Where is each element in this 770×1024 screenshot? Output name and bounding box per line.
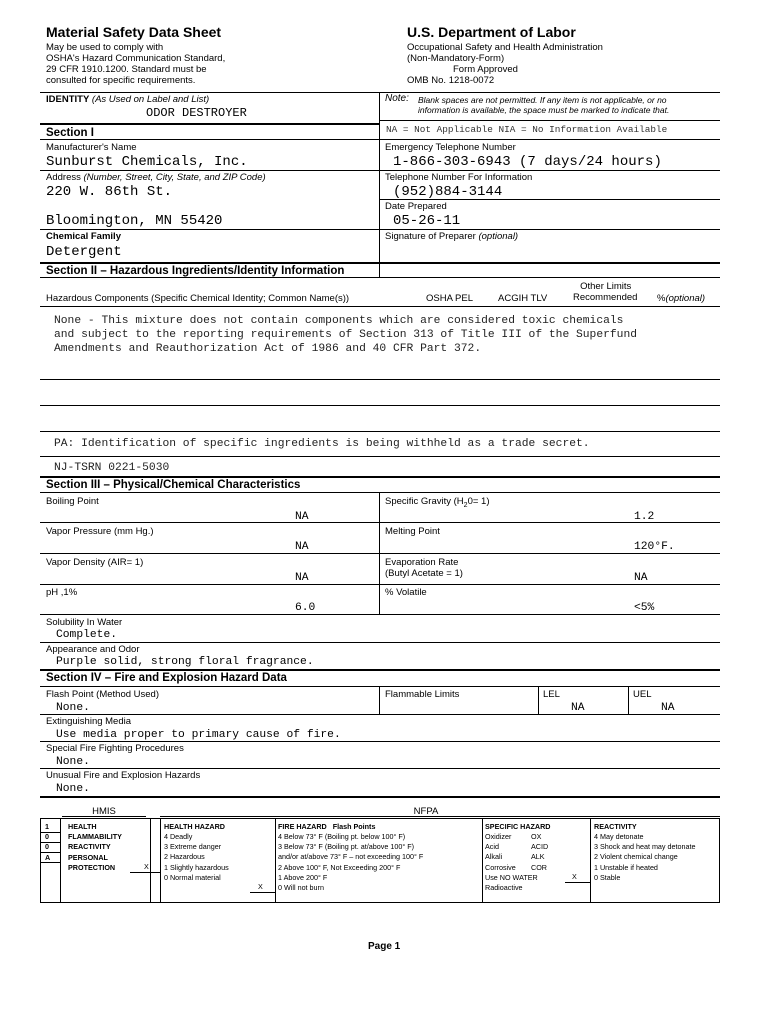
lel-label: LEL (543, 689, 560, 700)
hmis-flammability-value[interactable]: 0 (45, 832, 49, 842)
health-hazard-title: HEALTH HAZARD (164, 822, 225, 831)
col-header-osha-pel: OSHA PEL (426, 293, 473, 304)
fire-hazard-list (278, 832, 423, 893)
divider (40, 768, 720, 769)
specific-hazard-item: Acid (485, 842, 499, 852)
divider (40, 170, 720, 171)
column-divider (538, 686, 539, 714)
reactivity-item: 1 Unstable if heated (594, 862, 658, 872)
hmis-reactivity-value[interactable]: 0 (45, 842, 49, 852)
trade-secret-note[interactable]: PA: Identification of specific ingredients is being withheld as a trade secret. (54, 438, 590, 450)
reactivity-item: 0 Stable (594, 872, 621, 882)
column-divider (379, 686, 380, 714)
special-procedures-label: Special Fire Fighting Procedures (46, 743, 184, 754)
reactivity-item: 4 May detonate (594, 832, 644, 841)
vapor-pressure-value[interactable]: NA (295, 541, 309, 553)
flash-point-label: Flash Point (Method Used) (46, 689, 159, 700)
divider (380, 120, 720, 121)
divider (380, 199, 720, 200)
health-hazard-item: 3 Extreme danger (164, 842, 222, 852)
volatile-value[interactable]: <5% (634, 602, 655, 614)
section-4-title: Section IV – Fire and Explosion Hazard Data (46, 672, 287, 684)
vapor-pressure-label: Vapor Pressure (mm Hg.) (46, 526, 154, 537)
specific-hazard-item: Oxidizer (485, 832, 512, 841)
table-row-line (40, 431, 720, 432)
chemical-family-label: Chemical Family (46, 231, 121, 242)
hmis-protection-value[interactable]: A (45, 852, 51, 862)
divider (40, 796, 720, 798)
divider (40, 614, 720, 615)
address-label: Address (Number, Street, City, State, and ZIP Code) (46, 172, 266, 183)
subtitle-line: consulted for specific requirements. (46, 75, 196, 86)
divider (40, 741, 720, 742)
agency-title: U.S. Department of Labor (407, 24, 576, 40)
specific-gravity-value[interactable]: 1.2 (634, 511, 655, 523)
divider (40, 229, 720, 230)
extinguishing-media-value[interactable]: Use media proper to primary cause of fire. (56, 729, 341, 741)
section-3-title: Section III – Physical/Chemical Characteristics (46, 479, 301, 491)
vapor-density-value[interactable]: NA (295, 572, 309, 584)
hmis-row-line (40, 862, 60, 863)
boiling-point-label: Boiling Point (46, 496, 99, 507)
divider (40, 686, 720, 687)
subtitle-line: May be used to comply with (46, 42, 164, 53)
fire-hazard-title: FIRE HAZARD Flash Points (278, 822, 376, 831)
hmis-label: PROTECTION (68, 862, 116, 872)
emergency-phone-value[interactable]: 1-866-303-6943 (7 days/24 hours) (393, 154, 662, 170)
divider (40, 714, 720, 715)
fire-hazard-item: 0 Will not burn (278, 883, 324, 893)
reactivity-item: 3 Shock and heat may detonate (594, 842, 696, 852)
na-legend: NA = Not Applicable NIA = No Information Available (386, 124, 668, 135)
nfpa-underline (160, 816, 720, 817)
divider (40, 277, 720, 278)
table-row-line (40, 405, 720, 406)
fire-hazard-item: and/or at/above 73° F – not exceeding 100° F (278, 852, 424, 862)
uel-label: UEL (633, 689, 652, 700)
form-subtitle (46, 42, 225, 86)
mark-line (130, 872, 160, 873)
health-hazard-item: 4 Deadly (164, 832, 193, 841)
info-phone-value[interactable]: (952)884-3144 (393, 184, 503, 200)
specific-hazard-title: SPECIFIC HAZARD (485, 822, 551, 831)
divider (40, 642, 720, 643)
evaporation-rate-value[interactable]: NA (634, 572, 648, 584)
hmis-health-value[interactable]: 1 (45, 822, 49, 831)
divider (40, 123, 380, 125)
ph-label: pH ,1% (46, 587, 78, 598)
specific-gravity-label: Specific Gravity $(H_20= 1)$ (385, 496, 490, 509)
ingredients-statement[interactable]: None - This mixture does not contain components which are considered toxic chemicals and subject to the reporting requirements of Section 313 of Title III of the Superfund Amendments and Reauthorization Act of 1986 and 40 CFR Part 372. (54, 315, 638, 355)
info-phone-label: Telephone Number For Information (385, 172, 533, 183)
appearance-label: Appearance and Odor (46, 644, 140, 655)
specific-hazard-code: COR (531, 862, 547, 872)
column-divider (275, 818, 276, 903)
fire-hazard-checkmark[interactable]: X (258, 882, 263, 891)
subtitle-line: 29 CFR 1910.1200. Standard must be (46, 64, 207, 75)
fire-hazard-item: 4 Below 73° F (Boiling pt. below 100° F) (278, 832, 406, 841)
melting-point-label: Melting Point (385, 526, 440, 537)
agency-line: Occupational Safety and Health Administration (407, 42, 603, 53)
chemical-family-value[interactable]: Detergent (46, 244, 122, 260)
fire-hazard-item: 1 Above 200° F (278, 872, 328, 882)
agency-info (407, 42, 603, 86)
address-line-1[interactable]: 220 W. 86th St. (46, 184, 173, 200)
divider (40, 92, 720, 93)
specific-hazard-code: ACID (531, 842, 549, 852)
manufacturer-label: Manufacturer's Name (46, 142, 137, 153)
mark-line (565, 882, 590, 883)
note-text: Blank spaces are not permitted. If any item is not applicable, or no information is available, the space must be marked to indicate that. (418, 95, 670, 115)
boiling-point-value[interactable]: NA (295, 511, 309, 523)
specific-hazard-codes (531, 832, 548, 873)
hmis-labels (68, 822, 122, 873)
uel-value[interactable]: NA (661, 702, 675, 714)
address-line-2[interactable]: Bloomington, MN 55420 (46, 213, 223, 229)
vapor-density-label: Vapor Density (AIR= 1) (46, 557, 144, 568)
date-prepared-label: Date Prepared (385, 201, 447, 212)
evaporation-rate-label: Evaporation Rate (Butyl Acetate = 1) (385, 557, 463, 579)
flash-point-value[interactable]: None. (56, 702, 90, 714)
health-hazard-item: 2 Hazardous (164, 852, 205, 862)
special-procedures-value[interactable]: None. (56, 756, 90, 768)
specific-hazard-code: OX (531, 832, 542, 841)
lel-value[interactable]: NA (571, 702, 585, 714)
col-header-components: Hazardous Components (Specific Chemical Identity; Common Name(s)) (46, 293, 350, 304)
solubility-label: Solubility In Water (46, 617, 123, 628)
divider (40, 306, 720, 307)
reactivity-checkmark[interactable]: X (572, 872, 577, 881)
section-2-title: Section II – Hazardous Ingredients/Identity Information (46, 265, 345, 277)
emergency-phone-label: Emergency Telephone Number (385, 142, 516, 153)
appearance-value[interactable]: Purple solid, strong floral fragrance. (56, 656, 314, 668)
divider (40, 584, 720, 585)
volatile-label: % Volatile (385, 587, 427, 598)
hmis-label: FLAMMABILITY (68, 832, 122, 842)
health-hazard-list (164, 832, 229, 883)
hmis-row-line (40, 832, 60, 833)
specific-hazard-code: ALK (531, 852, 545, 862)
divider (40, 139, 720, 140)
hmis-label: PERSONAL (68, 852, 108, 862)
specific-hazard-item: Corrosive (485, 862, 516, 872)
nfpa-title: NFPA (413, 806, 439, 817)
hmis-title: HMIS (92, 806, 116, 817)
agency-line: OMB No. 1218-0072 (407, 75, 495, 86)
form-title: Material Safety Data Sheet (46, 24, 222, 40)
column-divider (160, 818, 161, 903)
table-row-line (40, 379, 720, 380)
hmis-label: REACTIVITY (68, 842, 111, 852)
page-number: Page 1 (368, 941, 401, 952)
hmis-row-line (40, 852, 60, 853)
specific-hazard-item: Use NO WATER (485, 872, 538, 882)
identity-value[interactable]: ODOR DESTROYER (146, 106, 247, 120)
date-prepared-value[interactable]: 05-26-11 (393, 213, 461, 229)
extinguishing-media-label: Extinguishing Media (46, 716, 132, 727)
note-label: Note: (385, 93, 409, 104)
specific-hazard-item: Radioactive (485, 883, 523, 893)
hmis-underline (62, 816, 146, 817)
melting-point-value[interactable]: 120°F. (634, 541, 675, 553)
reactivity-title: REACTIVITY (594, 822, 637, 831)
health-hazard-item: 0 Normal material (164, 872, 221, 882)
column-divider (60, 818, 61, 903)
agency-line: (Non-Mandatory-Form) (407, 53, 505, 64)
health-hazard-item: 1 Slightly hazardous (164, 862, 229, 872)
health-hazard-checkmark[interactable]: X (144, 862, 149, 871)
identity-label: IDENTITY (As Used on Label and List) (46, 94, 210, 105)
fire-hazard-item: 2 Above 100° F, Not Exceeding 200° F (278, 862, 401, 872)
mark-line (250, 892, 275, 893)
column-divider (482, 818, 483, 903)
unusual-hazards-value[interactable]: None. (56, 783, 90, 795)
reactivity-item: 2 Violent chemical change (594, 852, 678, 862)
column-divider (628, 686, 629, 714)
column-divider (150, 818, 151, 903)
col-header-percent: %(optional) (657, 293, 706, 304)
hmis-label: HEALTH (68, 822, 97, 831)
subtitle-line: OSHA's Hazard Communication Standard, (46, 53, 226, 64)
agency-line: Form Approved (453, 64, 518, 75)
solubility-value[interactable]: Complete. (56, 629, 118, 641)
divider (40, 522, 720, 523)
flammable-limits-label: Flammable Limits (385, 689, 460, 700)
column-divider (590, 818, 591, 903)
table-row-line (40, 456, 720, 457)
manufacturer-value[interactable]: Sunburst Chemicals, Inc. (46, 154, 248, 170)
specific-hazard-item: Alkali (485, 852, 503, 862)
section-1-title: Section I (46, 127, 94, 139)
col-header-acgih-tlv: ACGIH TLV (498, 293, 548, 304)
fire-hazard-item: 3 Below 73° F (Boiling pt. at/above 100° F) (278, 842, 414, 852)
reactivity-list (594, 832, 696, 883)
nj-trade-secret-number[interactable]: NJ-TSRN 0221-5030 (54, 462, 170, 474)
specific-hazard-names (485, 832, 538, 893)
signature-label: Signature of Preparer (optional) (385, 231, 519, 242)
col-header-other-limits: Other Limits Recommended (573, 281, 638, 303)
hmis-row-line (40, 842, 60, 843)
divider (40, 553, 720, 554)
unusual-hazards-label: Unusual Fire and Explosion Hazards (46, 770, 201, 781)
ph-value[interactable]: 6.0 (295, 602, 316, 614)
divider (40, 492, 720, 493)
